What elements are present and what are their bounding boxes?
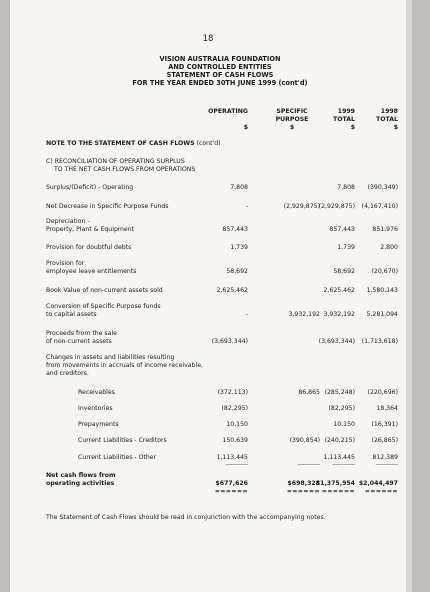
net-1998: $2,044,497	[358, 480, 398, 487]
rule-single-1998: --------------	[375, 462, 398, 468]
header-line-4: FOR THE YEAR ENDED 30TH JUNE 1999 (cont'd)	[132, 79, 308, 87]
row-label-1: Conversion of Specific Purpose funds	[46, 303, 161, 310]
subrow-label: Current Liabilities - Other	[78, 454, 157, 461]
changes-text-3: and creditors.	[46, 370, 89, 377]
subrow-operating: (372,113)	[217, 389, 248, 396]
row-operating: 58,692	[226, 268, 248, 275]
document-page	[10, 0, 406, 592]
col-1998-2: TOTAL	[376, 116, 398, 123]
footnote: The Statement of Cash Flows should be read in conjunction with the accompanying notes.	[46, 514, 326, 521]
note-title-bold: NOTE TO THE STATEMENT OF CASH FLOWS	[46, 140, 195, 147]
col-1999-2: TOTAL	[333, 116, 355, 123]
row-1998: 851,976	[372, 226, 398, 233]
row-operating: 1,739	[230, 244, 248, 251]
row-label-2: Property, Plant & Equipment	[46, 226, 135, 233]
col-specific-2: PURPOSE	[275, 116, 309, 123]
rule-single-operating: --------------	[225, 462, 248, 468]
col-1999-1: 1999	[337, 108, 355, 115]
rule-single-specific: --------------	[297, 462, 320, 468]
subrow-1998: (220,696)	[367, 389, 398, 396]
row-1999: 7,808	[337, 184, 355, 191]
col-1998-currency: $	[393, 124, 398, 131]
note-title	[46, 140, 221, 147]
row-label: Book Value of non-current assets sold	[46, 287, 163, 294]
rule-double-operating: ======	[214, 488, 248, 495]
row-1999: (3,693,344)	[318, 338, 355, 345]
page-edge	[406, 0, 412, 592]
net-operating: $677,626	[215, 480, 248, 487]
row-1998: (4,167,410)	[361, 203, 398, 210]
subrow-operating: (82,295)	[221, 405, 248, 412]
row-label-1: Proceeds from the sale	[46, 330, 117, 337]
subrow-1999: (240,215)	[324, 437, 355, 444]
col-specific-1: SPECIFIC	[276, 108, 308, 115]
rule-double-1999: ======	[321, 488, 355, 495]
subrow-label: Receivables	[78, 389, 115, 396]
row-operating: -	[245, 311, 248, 318]
row-1998: 5,281,094	[366, 311, 398, 318]
row-operating: -	[245, 203, 248, 210]
header-line-1: VISION AUSTRALIA FOUNDATION	[159, 55, 281, 63]
row-label: Surplus/(Deficit) - Operating	[46, 184, 134, 191]
subrow-specific: 86,865	[298, 389, 320, 396]
col-1998-1: 1998	[380, 108, 398, 115]
row-operating: (3,693,344)	[211, 338, 248, 345]
row-1998: (390,349)	[367, 184, 398, 191]
subrow-operating: 150,639	[222, 437, 248, 444]
row-1999: 58,692	[333, 268, 355, 275]
row-label: Provision for doubtful debts	[46, 244, 132, 251]
net-label-1: Net cash flows from	[46, 472, 116, 479]
subrow-operating: 10,150	[226, 421, 248, 428]
subrow-label: Current Liabilities - Creditors	[78, 437, 167, 444]
net-specific: $698,328	[287, 480, 320, 487]
subrow-1998: 18,364	[376, 405, 398, 412]
row-specific: 3,932,192	[288, 311, 320, 318]
row-1998: 2,800	[380, 244, 398, 251]
subrow-1999: (285,248)	[324, 389, 355, 396]
changes-text-1: Changes in assets and liabilities resulting	[46, 354, 175, 361]
row-label-2: of non-current assets	[46, 338, 112, 345]
row-1999: 1,739	[337, 244, 355, 251]
section-title-2: TO THE NET CASH FLOWS FROM OPERATIONS	[54, 166, 196, 173]
row-1999: 2,625,462	[323, 287, 355, 294]
subrow-1999: (82,295)	[328, 405, 355, 412]
subrow-operating: 1,113,445	[216, 454, 248, 461]
subrow-specific: (390,854)	[289, 437, 320, 444]
row-label-1: Depreciation -	[46, 218, 90, 225]
section-title-1: C) RECONCILIATION OF OPERATING SURPLUS	[46, 158, 185, 165]
header-line-2: AND CONTROLLED ENTITIES	[168, 63, 272, 71]
row-1998: (1,713,618)	[361, 338, 398, 345]
subrow-1998: (16,391)	[371, 421, 398, 428]
row-1999: 3,932,192	[323, 311, 355, 318]
row-operating: 2,625,462	[216, 287, 248, 294]
col-specific-currency: $	[289, 124, 295, 131]
page-number: 18	[202, 34, 214, 44]
subrow-label: Inventories	[78, 405, 113, 412]
subrow-1998: 812,389	[372, 454, 398, 461]
net-1999: $1,375,954	[315, 480, 355, 487]
header-line-3: STATEMENT OF CASH FLOWS	[166, 71, 274, 79]
row-operating: 7,808	[230, 184, 248, 191]
col-operating-currency: $	[243, 124, 248, 131]
row-1998: (20,670)	[371, 268, 398, 275]
net-label-2: operating activities	[46, 480, 115, 487]
rule-single-1999: --------------	[332, 462, 355, 468]
subrow-label: Prepayments	[78, 421, 119, 428]
rule-double-1998: ======	[364, 488, 398, 495]
note-title-rest: (cont'd)	[196, 140, 221, 147]
row-label-2: to capital assets	[46, 311, 97, 318]
row-1999: 857,443	[329, 226, 355, 233]
rule-double-specific: ======	[286, 488, 320, 495]
col-operating: OPERATING	[208, 108, 248, 115]
row-specific: (2,929,875)	[283, 203, 320, 210]
row-label-1: Provision for	[46, 260, 85, 267]
col-1999-currency: $	[350, 124, 355, 131]
row-1998: 1,580,143	[366, 287, 398, 294]
row-operating: 857,443	[222, 226, 248, 233]
row-label-2: employee leave entitlements	[46, 268, 137, 275]
subrow-1998: (26,865)	[371, 437, 398, 444]
row-label: Net Decrease in Specific Purpose Funds	[46, 203, 169, 210]
subrow-1999: 1,113,445	[323, 454, 355, 461]
subrow-1999: 10,150	[333, 421, 355, 428]
changes-text-2: from movements in accruals of income receivable,	[46, 362, 203, 369]
row-1999: (2,929,875)	[318, 203, 355, 210]
